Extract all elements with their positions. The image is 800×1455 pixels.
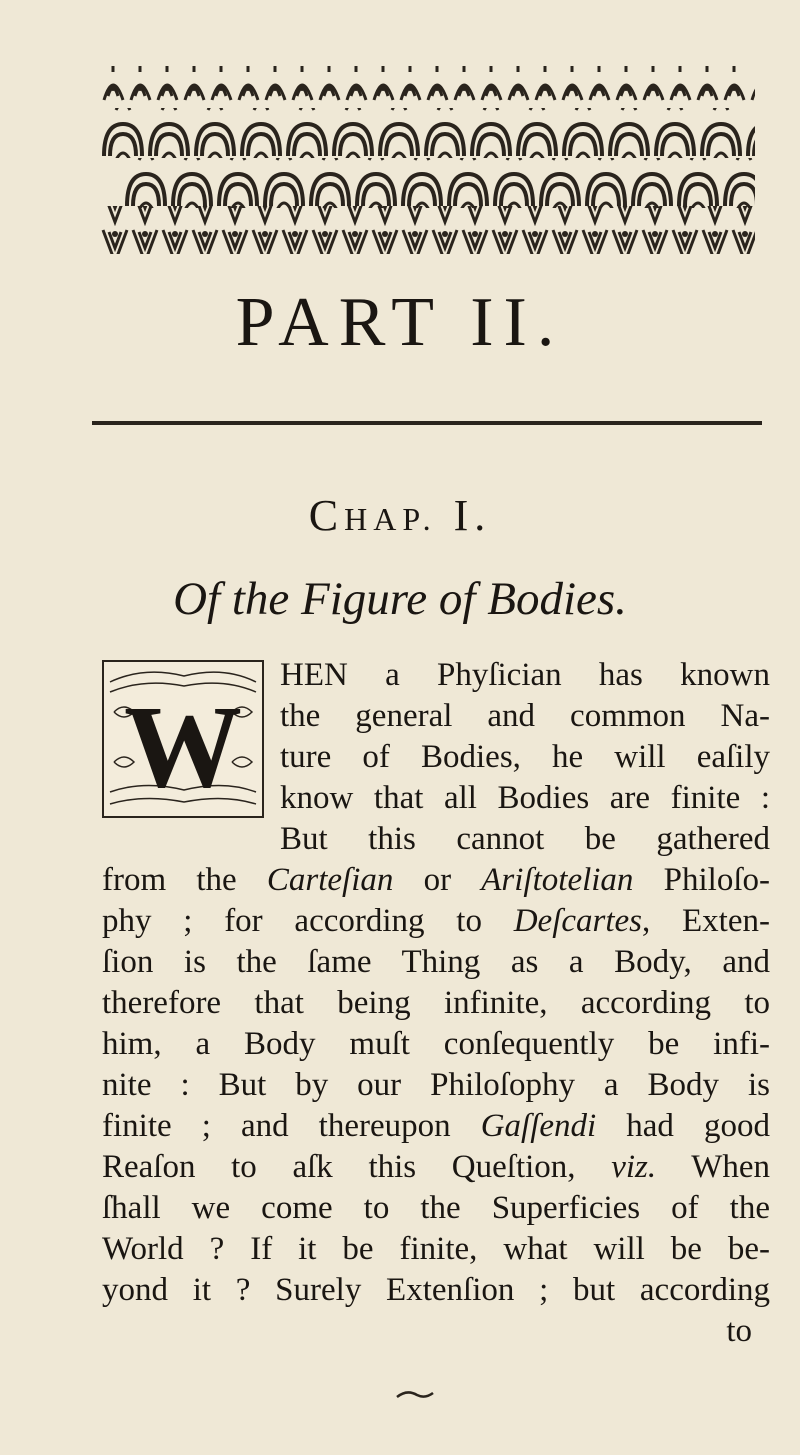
text-run: But this cannot be gathered	[280, 821, 770, 857]
italic-term: Deſcartes	[513, 903, 643, 939]
chapter-heading	[0, 490, 800, 541]
printer-flourish-icon	[395, 1387, 435, 1403]
text-run: ſhall we come to the Superficies of the	[102, 1190, 770, 1226]
text-run: yond it ? Surely Extenſion ; but according	[102, 1272, 770, 1308]
text-run: ture of Bodies, he will eaſily	[280, 739, 770, 775]
text-line	[102, 1188, 770, 1229]
text-run: him, a Body muſt conſequently be infi-	[102, 1026, 770, 1062]
text-run: from the	[102, 862, 267, 898]
text-line	[102, 983, 770, 1024]
text-run: the general and common Na-	[280, 698, 770, 734]
text-run: When	[656, 1149, 771, 1185]
text-run: phy ; for according to	[102, 903, 514, 939]
text-run: , Exten-	[642, 903, 770, 939]
italic-term: viz.	[611, 1149, 657, 1185]
chapter-subtitle: Of the Figure of Bodies.	[173, 573, 627, 625]
text-line	[102, 1270, 770, 1311]
chapter-rest: HAP.	[344, 501, 437, 537]
text-run: therefore that being infinite, according to	[102, 985, 770, 1021]
italic-term: Gaſſendi	[480, 1108, 597, 1144]
text-line	[102, 901, 770, 942]
text-line	[280, 819, 770, 860]
text-run: nite : But by our Philoſophy a Body is	[102, 1067, 770, 1103]
text-run: had good	[596, 1108, 770, 1144]
text-run: Philoſo-	[633, 862, 770, 898]
catchword: to	[726, 1313, 752, 1349]
chapter-number: I.	[453, 491, 492, 540]
text-line	[102, 1106, 770, 1147]
italic-term: Carteſian	[266, 862, 394, 898]
text-line	[102, 1147, 770, 1188]
ornamental-headband	[100, 66, 755, 256]
text-line	[102, 1229, 770, 1270]
text-run: know that all Bodies are finite :	[280, 780, 770, 816]
text-line	[280, 655, 770, 696]
divider-rule	[92, 421, 762, 425]
text-run: HEN a Phyſician has known	[280, 657, 770, 693]
text-run: finite ; and thereupon	[102, 1108, 481, 1144]
text-line	[102, 860, 770, 901]
italic-term: Ariſtotelian	[481, 862, 634, 898]
text-line	[102, 1024, 770, 1065]
body-text	[102, 655, 770, 1352]
text-line	[280, 696, 770, 737]
text-run: or	[393, 862, 482, 898]
ornament-pattern-icon	[100, 66, 755, 256]
text-line	[102, 942, 770, 983]
text-run: Reaſon to aſk this Queſtion,	[102, 1149, 612, 1185]
chapter-prefix: C	[308, 491, 345, 540]
dropcap-letter: W	[124, 681, 242, 812]
text-run: ſion is the ſame Thing as a Body, and	[102, 944, 770, 980]
part-title: PART II.	[235, 284, 565, 361]
text-run: World ? If it be finite, what will be be-	[102, 1231, 770, 1267]
text-line	[280, 778, 770, 819]
text-line	[280, 737, 770, 778]
text-line	[102, 1065, 770, 1106]
